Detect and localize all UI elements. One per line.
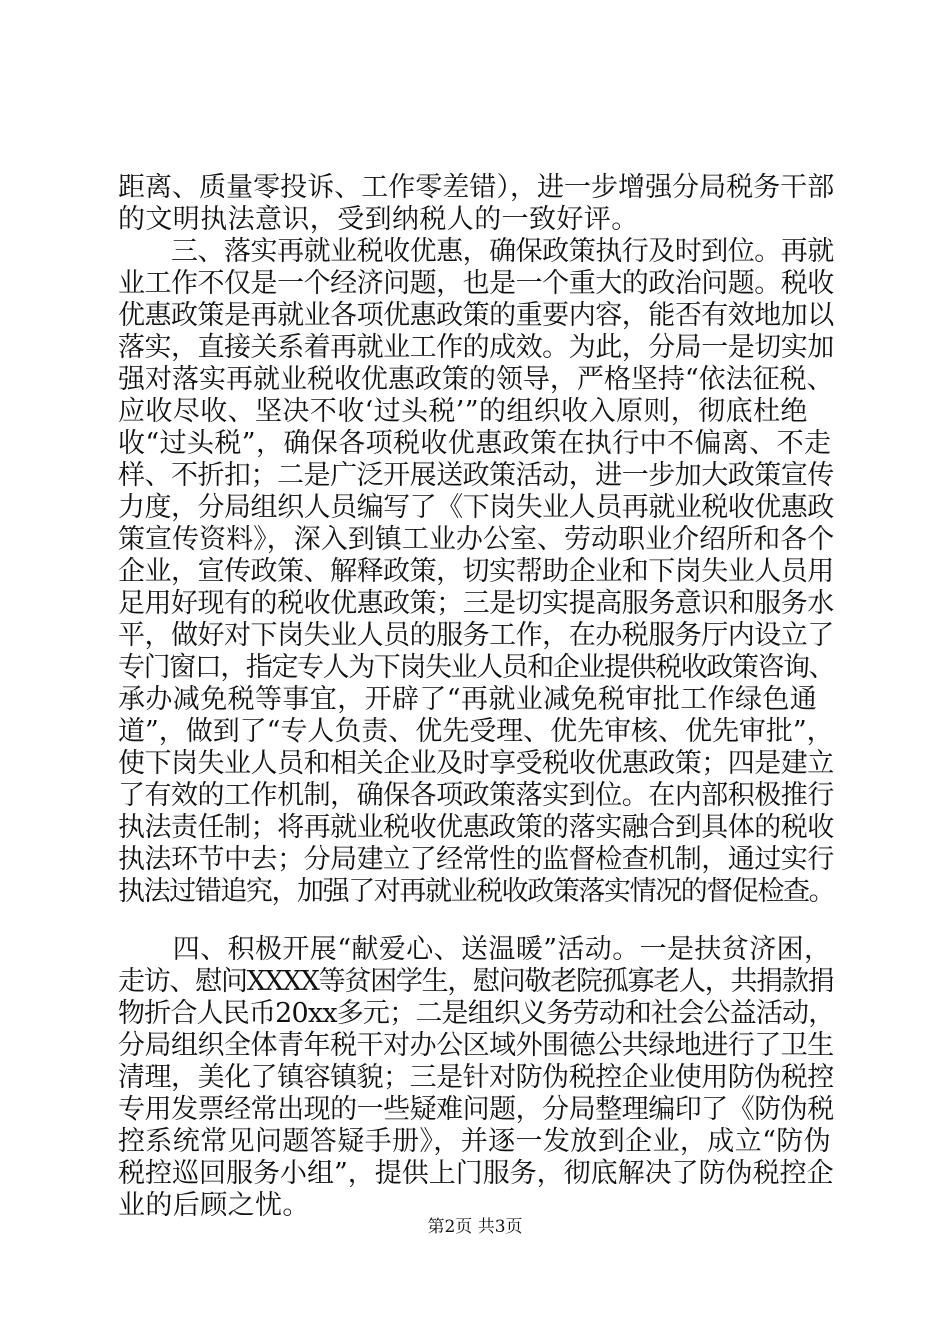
page-number-footer: 第2页 共3页 — [427, 1217, 523, 1237]
body-text-line: 执法责任制；将再就业税收优惠政策的落实融合到具体的税收 — [118, 812, 834, 843]
body-text-line: 应收尽收、坚决不收‘过头税’”的组织收入原则，彻底杜绝 — [118, 396, 808, 427]
body-text-line: 强对落实再就业税收优惠政策的领导，严格坚持“依法征税、 — [118, 364, 834, 395]
body-text-line: 承办减免税等事宜，开辟了“再就业减免税审批工作绿色通 — [118, 684, 818, 715]
body-text-line: 样、不折扣；二是广泛开展送政策活动，进一步加大政策宣传 — [118, 460, 834, 491]
body-text-line: 使下岗失业人员和相关企业及时享受税收优惠政策；四是建立 — [118, 748, 834, 779]
body-text-line: 专门窗口，指定专人为下岗失业人员和企业提供税收政策咨询、 — [118, 652, 835, 683]
body-text-line: 策宣传资料》，深入到镇工业办公室、劳动职业介绍所和各个 — [118, 524, 835, 555]
body-text-line: 企业，宣传政策、解释政策，切实帮助企业和下岗失业人员用 — [118, 556, 834, 587]
body-text-line: 力度，分局组织人员编写了《下岗失业人员再就业税收优惠政 — [118, 492, 834, 523]
body-text-line: 的文明执法意识，受到纳税人的一致好评。 — [118, 204, 639, 235]
body-text-line: 业的后顾之忧。 — [118, 1190, 310, 1221]
body-text-line: 优惠政策是再就业各项优惠政策的重要内容，能否有效地加以 — [118, 300, 834, 331]
body-text-line: 平，做好对下岗失业人员的服务工作，在办税服务厅内设立了 — [118, 620, 834, 651]
body-text-line: 执法过错追究，加强了对再就业税收政策落实情况的督促检查。 — [118, 876, 835, 907]
body-text-line: 足用好现有的税收优惠政策；三是切实提高服务意识和服务水 — [118, 588, 834, 619]
body-text-line: 落实，直接关系着再就业工作的成效。为此，分局一是切实加 — [118, 332, 834, 363]
section-three-heading-line: 三、落实再就业税收优惠，确保政策执行及时到位。再就 — [118, 236, 834, 267]
body-text-line: 了有效的工作机制，确保各项政策落实到位。在内部积极推行 — [118, 780, 834, 811]
body-text-line: 业工作不仅是一个经济问题，也是一个重大的政治问题。税收 — [118, 268, 834, 299]
body-text-line: 执法环节中去；分局建立了经常性的监督检查机制，通过实行 — [118, 844, 834, 875]
body-text-line: 距离、质量零投诉、工作零差错），进一步增强分局税务干部 — [118, 172, 835, 203]
body-text-line: 专用发票经常出现的一些疑难问题，分局整理编印了《防伪税 — [118, 1094, 834, 1125]
body-text-line: 走访、慰问XXXX等贫困学生，慰问敬老院孤寡老人，共捐款捐 — [118, 966, 834, 997]
body-text-line: 道”，做到了“专人负责、优先受理、优先审核、优先审批”， — [118, 716, 834, 747]
body-text-line: 税控巡回服务小组”，提供上门服务，彻底解决了防伪税控企 — [118, 1158, 834, 1189]
body-text-line: 控系统常见问题答疑手册》，并逐一发放到企业，成立“防伪 — [118, 1126, 832, 1157]
body-text-line: 清理，美化了镇容镇貌；三是针对防伪税控企业使用防伪税控 — [118, 1062, 834, 1093]
body-text-line: 收“过头税”，确保各项税收优惠政策在执行中不偏离、不走 — [118, 428, 832, 459]
body-text-line: 分局组织全体青年税干对办公区域外围德公共绿地进行了卫生 — [118, 1030, 834, 1061]
section-four-heading-line: 四、积极开展“献爱心、送温暖”活动。一是扶贫济困， — [118, 934, 832, 965]
body-text-line: 物折合人民币20xx多元；二是组织义务劳动和社会公益活动， — [118, 998, 835, 1029]
